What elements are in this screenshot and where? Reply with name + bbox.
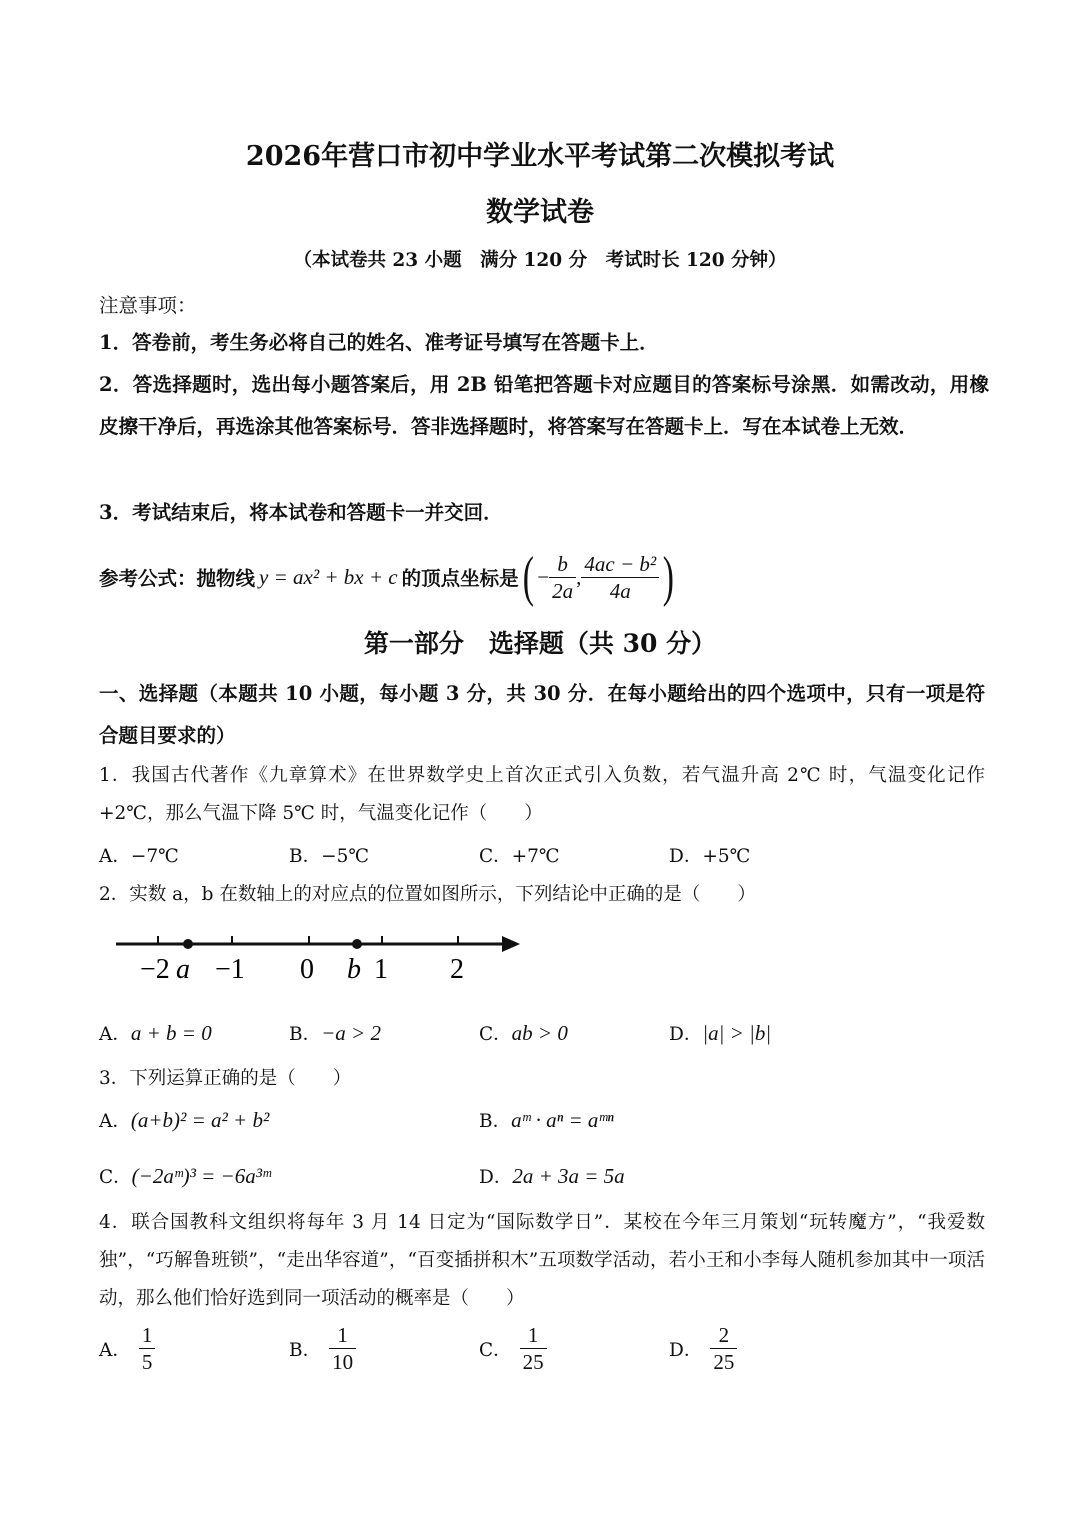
q4-a-denominator: 5	[141, 1350, 153, 1374]
vertex-y-numerator: 4ac − b²	[581, 551, 659, 578]
q4-option-c	[479, 1322, 547, 1375]
q3-option-a-letter: A．	[99, 1111, 131, 1132]
q2-option-d-letter: D．	[669, 1024, 703, 1045]
q3-option-a-math: (a+b)² = a² + b²	[130, 1108, 270, 1132]
point-a	[183, 939, 193, 949]
label-a: a	[176, 954, 190, 985]
vertex-x-numerator: b	[549, 551, 576, 578]
q3-option-d	[479, 1163, 625, 1189]
label-b: b	[347, 954, 361, 985]
q4-d-numerator: 2	[710, 1322, 737, 1349]
q4-d-denominator: 25	[713, 1350, 735, 1374]
q3-option-d-math: 2a + 3a = 5a	[512, 1164, 625, 1188]
q4-option-b	[289, 1322, 356, 1375]
q3-option-c	[99, 1163, 271, 1189]
q3-option-b	[479, 1107, 614, 1133]
q4-option-a	[99, 1322, 155, 1375]
q2-option-a	[99, 1020, 212, 1046]
q2-option-b-math: −a > 2	[321, 1021, 381, 1045]
notice-heading: 注意事项：	[99, 294, 197, 317]
q2-option-a-math: a + b = 0	[130, 1021, 212, 1045]
q4-c-denominator: 25	[522, 1350, 544, 1374]
q4-option-b-fraction	[329, 1322, 356, 1375]
label-2: 2	[450, 954, 464, 985]
q4-option-b-letter: B．	[289, 1339, 322, 1361]
question-3-stem: 3．下列运算正确的是（ ）	[99, 1068, 352, 1089]
q1-option-a: A．−7℃	[99, 846, 179, 867]
label-neg2: −2	[140, 954, 170, 985]
left-paren: (	[522, 546, 534, 608]
q4-c-numerator: 1	[520, 1322, 547, 1349]
q4-option-d	[669, 1322, 737, 1375]
q3-option-b-letter: B．	[479, 1111, 512, 1132]
q2-option-a-letter: A．	[99, 1024, 131, 1045]
reference-formula	[99, 546, 678, 608]
question-1-stem: 1．我国古代著作《九章算术》在世界数学史上首次正式引入负数，若气温升高 2℃ 时，气温变化记作 +2℃，那么气温下降 5℃ 时，气温变化记作（ ）	[99, 765, 985, 824]
exam-info: （本试卷共 23 小题 满分 120 分 考试时长 120 分钟）	[293, 250, 787, 271]
q2-option-c	[479, 1020, 568, 1046]
label-1: 1	[374, 954, 388, 985]
notice-item-1: 1．答卷前，考生务必将自己的姓名、准考证号填写在答题卡上．	[99, 331, 659, 354]
notice-item-3: 3．考试结束后，将本试卷和答题卡一并交回．	[99, 501, 503, 524]
q4-option-d-fraction	[710, 1322, 737, 1375]
formula-prefix: 参考公式：抛物线	[99, 567, 256, 590]
minus-sign: −	[537, 564, 550, 589]
part1-heading: 第一部分 选择题（共 30 分）	[363, 629, 717, 658]
q3-option-b-math: aᵐ · aⁿ = aᵐⁿ	[511, 1108, 614, 1132]
right-paren: )	[662, 546, 675, 608]
q4-b-numerator: 1	[329, 1322, 356, 1349]
part1-instruction: 一、选择题（本题共 10 小题，每小题 3 分，共 30 分．在每小题给出的四个选项中，只有一项是符合题目要求的）	[99, 682, 985, 747]
q3-option-c-math: (−2aᵐ)³ = −6a³ᵐ	[131, 1164, 271, 1188]
vertex-y-fraction	[581, 551, 659, 604]
q2-option-b-letter: B．	[289, 1024, 322, 1045]
q2-option-d-math: |a| > |b|	[702, 1021, 772, 1045]
question-2-stem: 2．实数 a，b 在数轴上的对应点的位置如图所示，下列结论中正确的是（ ）	[99, 884, 756, 905]
q2-option-b	[289, 1020, 381, 1046]
q4-option-d-letter: D．	[669, 1339, 703, 1361]
number-line-figure	[108, 925, 528, 995]
formula-middle: 的顶点坐标是	[401, 567, 519, 590]
q4-a-numerator: 1	[139, 1322, 156, 1349]
question-4-stem: 4．联合国教科文组织将每年 3 月 14 日定为“国际数学日”．某校在今年三月策划“玩转魔方”，“我爱数独”，“巧解鲁班锁”，“走出华容道”，“百变插拼积木”五项数学活动，若小王和小李每人随机参加其中一项活动，那么他们恰好选到同一项活动的概率是（ ）	[99, 1212, 985, 1309]
q2-option-c-letter: C．	[479, 1024, 512, 1045]
label-0: 0	[300, 954, 314, 985]
comma: ,	[576, 564, 582, 589]
q4-option-a-fraction	[139, 1322, 156, 1375]
q4-b-denominator: 10	[332, 1350, 354, 1374]
q2-option-c-math: ab > 0	[511, 1021, 568, 1045]
notice-item-2: 2．答选择题时，选出每小题答案后，用 2B 铅笔把答题卡对应题目的答案标号涂黑．如需改动，用橡皮擦干净后，再选涂其他答案标号．答非选择题时，将答案写在答题卡上．写在本试卷上无效．	[99, 373, 989, 438]
q1-option-d: D．+5℃	[669, 846, 751, 867]
q3-option-c-letter: C．	[99, 1167, 132, 1188]
q3-option-a	[99, 1107, 269, 1133]
q3-option-d-letter: D．	[479, 1167, 513, 1188]
exam-subtitle: 数学试卷	[486, 197, 594, 228]
vertex-y-denominator: 4a	[609, 578, 631, 603]
q4-option-c-fraction	[520, 1322, 547, 1375]
exam-title: 2026年营口市初中学业水平考试第二次模拟考试	[245, 141, 835, 172]
q4-option-a-letter: A．	[99, 1339, 131, 1361]
q2-option-d	[669, 1020, 771, 1046]
q4-option-c-letter: C．	[479, 1339, 512, 1361]
q1-option-b: B．−5℃	[289, 846, 370, 867]
vertex-x-fraction	[549, 551, 576, 604]
formula-equation: y = ax² + bx + c	[259, 564, 398, 589]
q1-option-c: C．+7℃	[479, 846, 560, 867]
number-line-arrow	[502, 936, 520, 952]
vertex-x-denominator: 2a	[552, 578, 574, 603]
label-neg1: −1	[215, 954, 245, 985]
point-b	[352, 939, 362, 949]
